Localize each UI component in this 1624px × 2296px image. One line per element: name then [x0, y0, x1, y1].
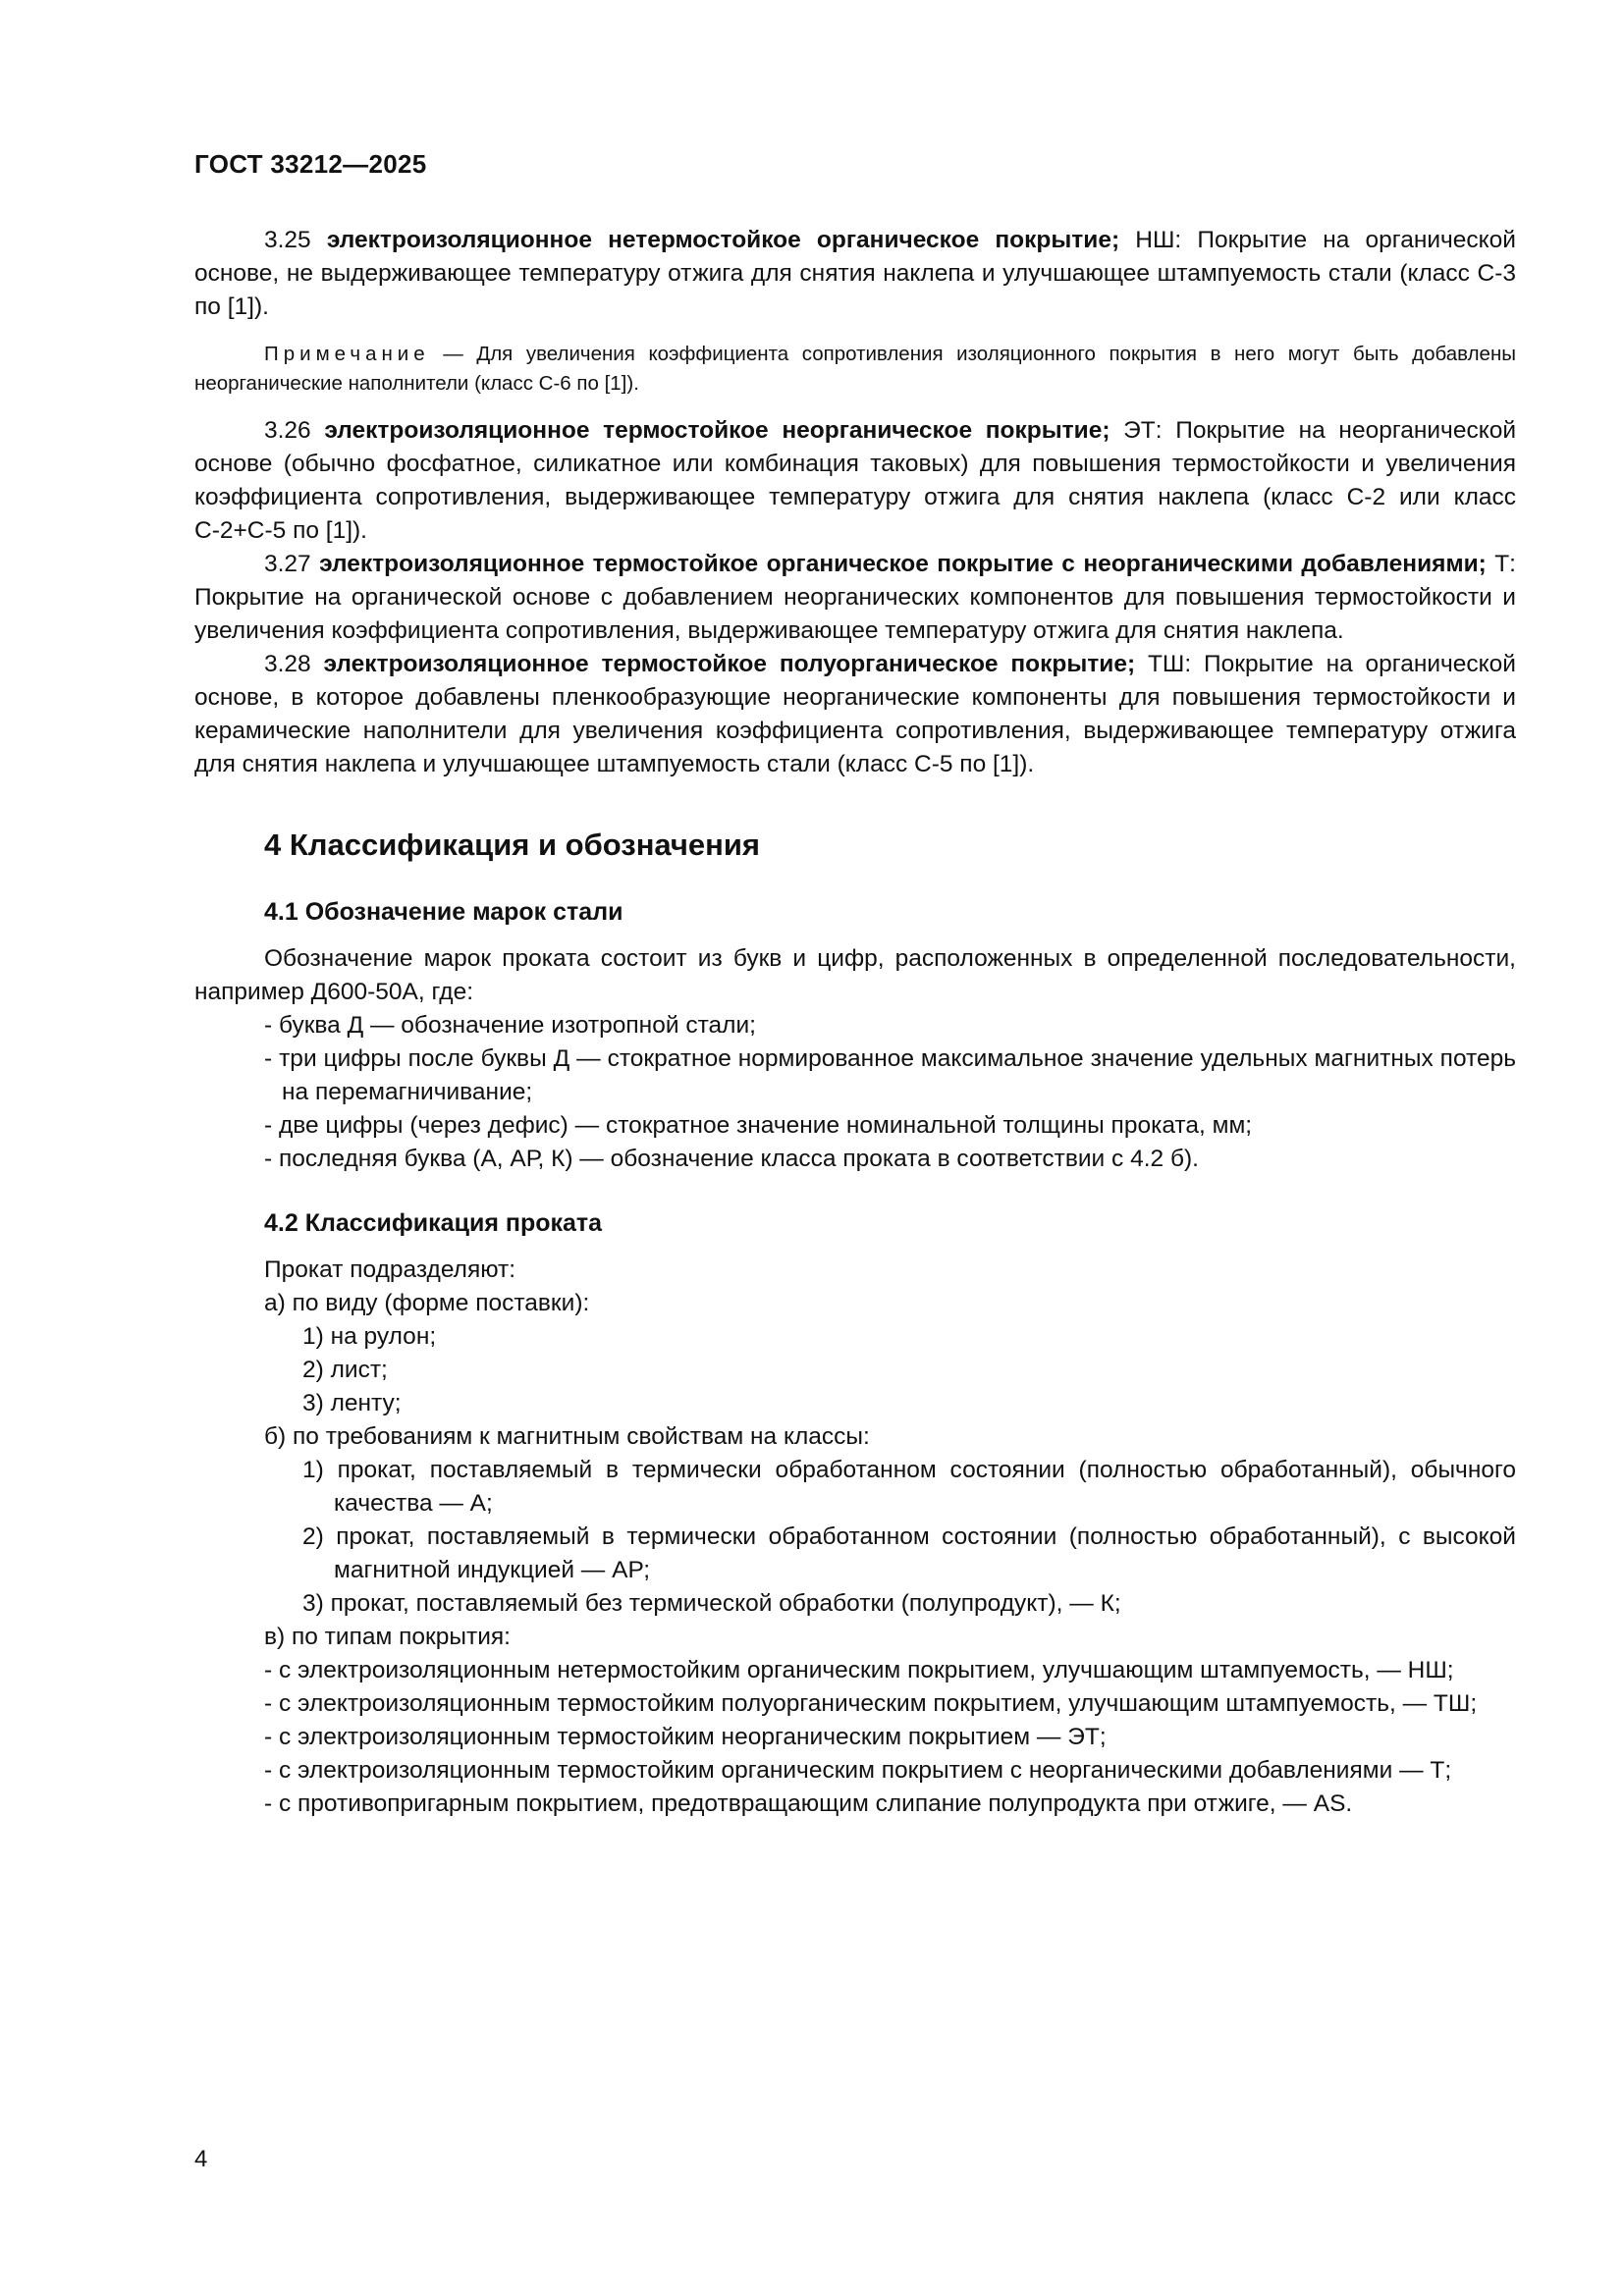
- term-definition: ЭТ: Покрытие на неорганической основе (обычно фосфатное, силикатное или комбинация таковых) для повышения термостойкости и увеличения коэффициента сопротивления, выдерживающее температуру отжига для снятия наклепа (класс С-2 или класс С-2+С-5 по [1]).: [194, 417, 1517, 544]
- list-item: - с электроизоляционным нетермостойким органическим покрытием, улучшающим штампуемость, — НШ;: [264, 1657, 1454, 1683]
- term-name: электроизоляционное термостойкое неорганическое покрытие;: [324, 417, 1110, 444]
- term-definition: НШ: Покрытие на органической основе, не выдерживающее температуру отжига для снятия наклепа и улучшающее штампуемость стали (класс С-3 по [1]).: [194, 227, 1516, 320]
- term-number: 3.26: [264, 417, 311, 444]
- list-item: - две цифры (через дефис) — стократное значение номинальной толщины проката, мм;: [264, 1112, 1253, 1139]
- term-number: 3.28: [264, 651, 311, 677]
- page-number: 4: [194, 2146, 208, 2172]
- list-item: 2) прокат, поставляемый в термически обработанном состоянии (полностью обработанный), с высокой магнитной индукцией — АР;: [302, 1523, 1516, 1583]
- list-item: - с электроизоляционным термостойким неорганическим покрытием — ЭТ;: [264, 1724, 1107, 1750]
- list-item: 1) на рулон;: [302, 1323, 437, 1350]
- term-number: 3.25: [264, 227, 311, 253]
- note: [194, 340, 1516, 399]
- note-label: Примечание: [264, 343, 430, 365]
- term-entry: [194, 414, 1516, 548]
- list-heading: б) по требованиям к магнитным свойствам на классы:: [264, 1423, 870, 1450]
- list-item: - три цифры после буквы Д — стократное нормированное максимальное значение удельных магнитных потерь на перемагничивание;: [264, 1045, 1516, 1105]
- paragraph: Обозначение марок проката состоит из букв и цифр, расположенных в определенной последовательности, например Д600-50А, где:: [194, 945, 1516, 1005]
- term-definition: Т: Покрытие на органической основе с добавлением неорганических компонентов для повышения термостойкости и увеличения коэффициента сопротивления, выдерживающее температуру отжига для снятия наклепа.: [194, 551, 1516, 644]
- list-item: 1) прокат, поставляемый в термически обработанном состоянии (полностью обработанный), обычного качества — А;: [302, 1457, 1516, 1517]
- list-item: - с противопригарным покрытием, предотвращающим слипание полупродукта при отжиге, — AS.: [264, 1790, 1353, 1817]
- term-name: электроизоляционное термостойкое органическое покрытие с неорганическими добавлениями;: [319, 551, 1487, 577]
- list-item: 3) прокат, поставляемый без термической обработки (полупродукт), — К;: [302, 1590, 1121, 1617]
- term-entry: [194, 648, 1516, 781]
- document-body: [194, 224, 1516, 1821]
- list-item: - последняя буква (А, АР, К) — обозначение класса проката в соответствии с 4.2 б).: [264, 1146, 1199, 1172]
- term-name: электроизоляционное термостойкое полуорганическое покрытие;: [323, 651, 1136, 677]
- term-definition: ТШ: Покрытие на органической основе, в которое добавлены пленкообразующие неорганические компоненты для повышения термостойкости и керамические наполнители для увеличения коэффициента сопротивления, выдерживающее температуру отжига для снятия наклепа и улучшающее штампуемость стали (класс С-5 по [1]).: [194, 651, 1516, 777]
- list-heading: в) по типам покрытия:: [264, 1624, 511, 1650]
- note-text: — Для увеличения коэффициента сопротивления изоляционного покрытия в него могут быть добавлены неорганические наполнители (класс С-6 по [1]).: [194, 343, 1516, 395]
- term-entry: [194, 224, 1516, 324]
- subsection-heading: 4.1 Обозначение марок стали: [264, 898, 623, 926]
- term-name: электроизоляционное нетермостойкое органическое покрытие;: [326, 227, 1120, 253]
- term-entry: [194, 548, 1516, 648]
- list-item: - буква Д — обозначение изотропной стали;: [264, 1012, 756, 1039]
- section-heading: 4 Классификация и обозначения: [264, 828, 760, 862]
- paragraph: Прокат подразделяют:: [264, 1256, 516, 1283]
- document-header: ГОСТ 33212—2025: [194, 149, 427, 179]
- term-number: 3.27: [264, 551, 311, 577]
- list-item: 3) ленту;: [302, 1390, 402, 1416]
- subsection-heading: 4.2 Классификация проката: [264, 1209, 603, 1237]
- list-item: - с электроизоляционным термостойким органическим покрытием с неорганическими добавлениями — Т;: [264, 1757, 1452, 1784]
- list-heading: а) по виду (форме поставки):: [264, 1290, 590, 1316]
- list-item: - с электроизоляционным термостойким полуорганическим покрытием, улучшающим штампуемость, — ТШ;: [264, 1690, 1478, 1717]
- list-item: 2) лист;: [302, 1357, 388, 1383]
